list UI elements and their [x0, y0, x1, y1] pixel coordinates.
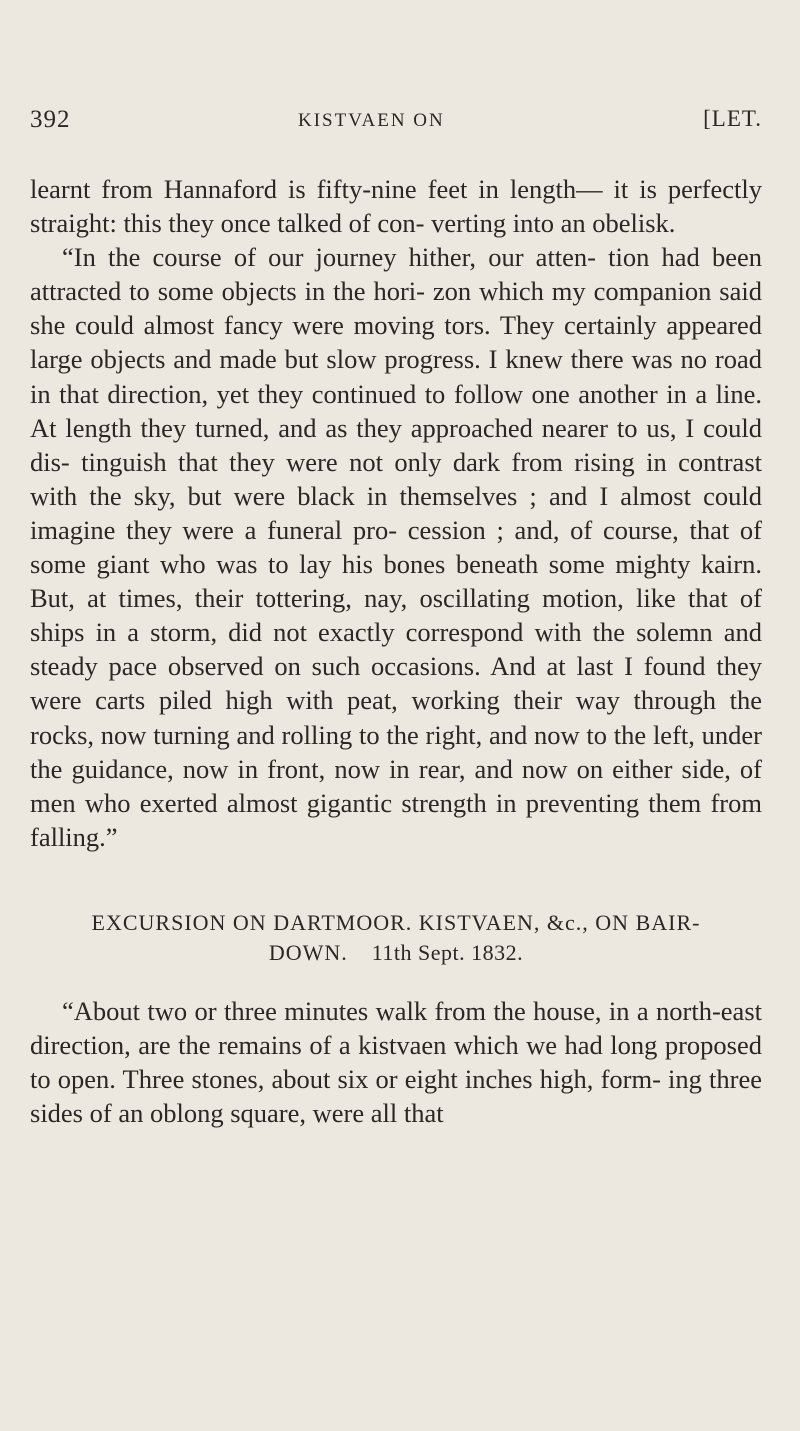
running-head	[30, 106, 762, 138]
section-heading-main: EXCURSION ON DARTMOOR. KISTVAEN, &c., ON BAIR-	[91, 909, 701, 935]
section-heading	[30, 908, 762, 968]
section-heading-cont: DOWN.	[268, 939, 348, 965]
body-text	[30, 172, 762, 854]
running-title: KISTVAEN ON	[298, 110, 445, 131]
page-number: 392	[30, 106, 71, 133]
running-title-continuation: [LET.	[703, 106, 762, 131]
paragraph-2: “In the course of our journey hither, our atten- tion had been attracted to some objects in the hori- zon which my companion said she could almost fancy were moving tors. They certainly appeared large objects and made but slow progress. I knew there was no road in that direction, yet they continued to follow one another in a line. At length they turned, and as they approached nearer to us, I could dis- tinguish that they were not only dark from rising in contrast with the sky, but were black in themselves ; and I almost could imagine they were a funeral pro- cession ; and, of course, that of some giant who was to lay his bones beneath some mighty kairn. But, at times, their tottering, nay, oscillating motion, like that of ships in a storm, did not exactly correspond with the solemn and steady pace observed on such occasions. And at last I found they were carts piled high with peat, working their way through the rocks, now turning and rolling to the right, and now to the left, under the guidance, now in front, now in rear, and now on either side, of men who exerted almost gigantic strength in preventing them from falling.”	[30, 242, 762, 852]
section-body-text	[30, 994, 762, 1130]
section-paragraph: “About two or three minutes walk from the house, in a north-east direction, are the remains of a kistvaen which we had long proposed to open. Three stones, about six or eight inches high, form- ing three sides of an oblong square, were all that	[30, 995, 762, 1129]
section-heading-date: 11th Sept. 1832.	[371, 939, 524, 965]
paragraph-1: learnt from Hannaford is fifty-nine feet in length— it is perfectly straight: this they once talked of con- verting into an obelisk.	[30, 174, 762, 239]
